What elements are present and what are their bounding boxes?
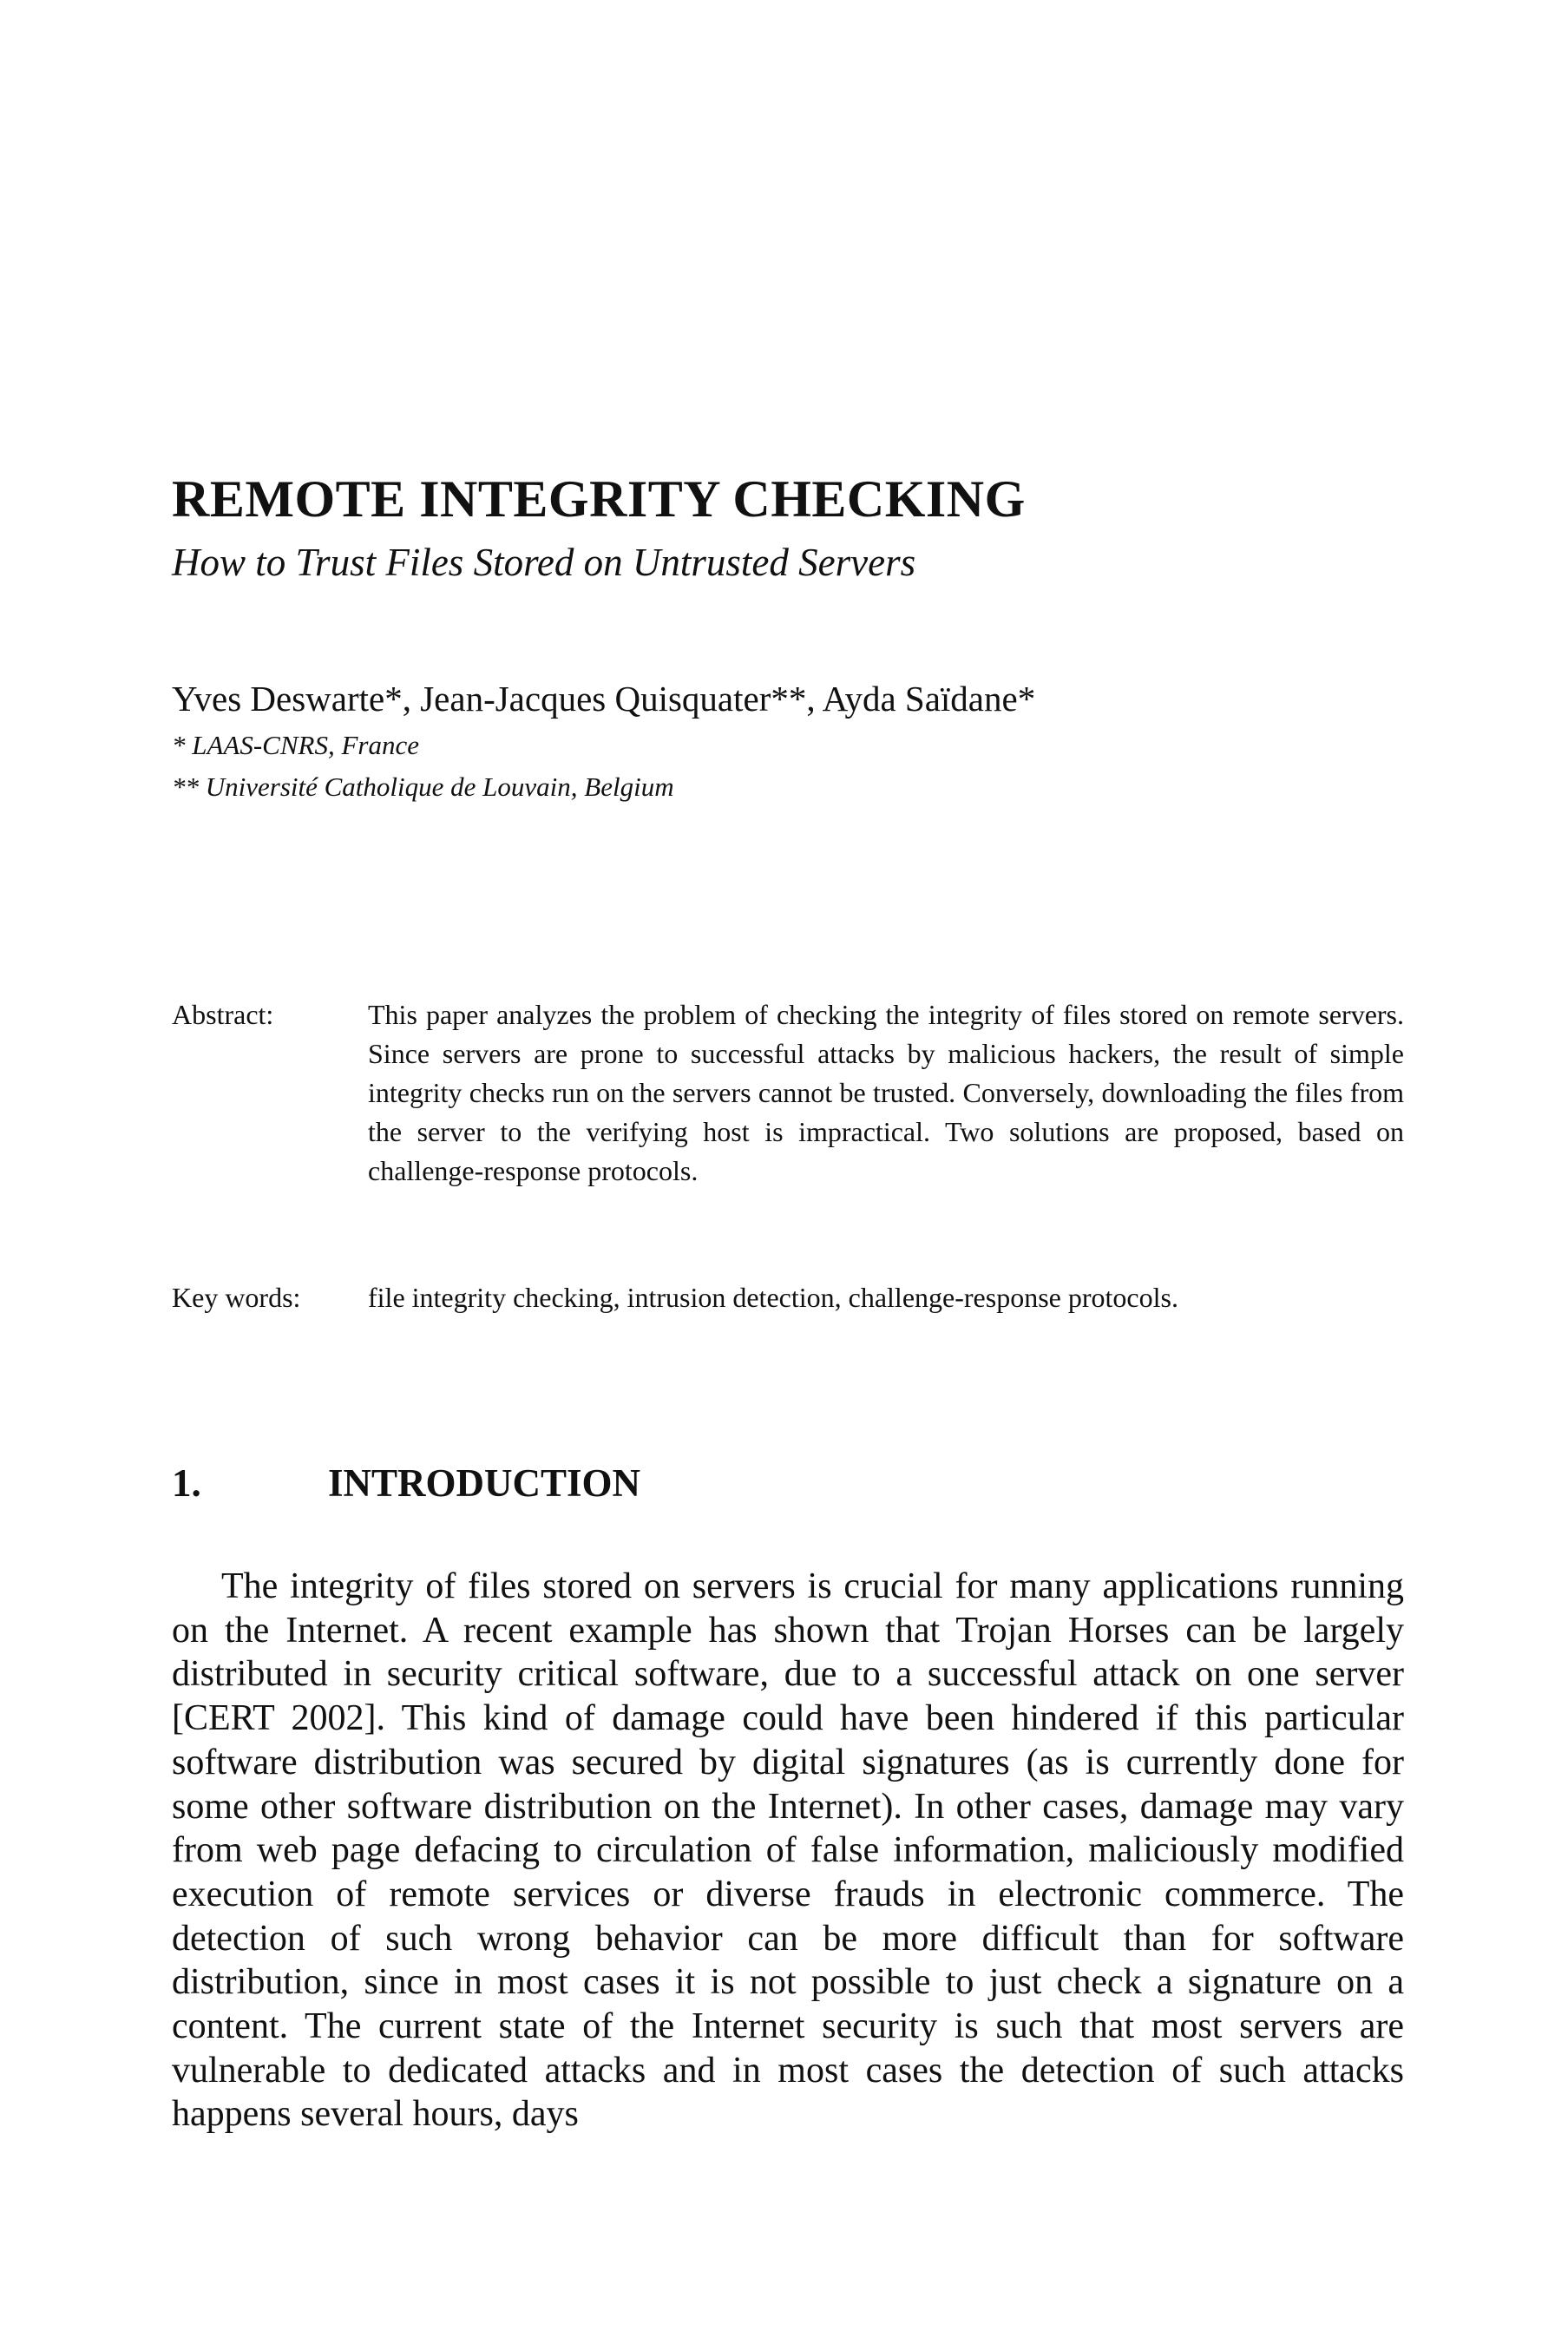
section-heading-introduction (172, 1461, 641, 1505)
section-title: INTRODUCTION (328, 1461, 641, 1505)
affiliation-ucl: ** Université Catholique de Louvain, Belgium (172, 771, 674, 802)
keywords-row (172, 1278, 1178, 1317)
author-list: Yves Deswarte*, Jean-Jacques Quisquater**, Ayda Saïdane* (172, 679, 1036, 719)
abstract-row (172, 995, 1404, 1191)
introduction-paragraph: The integrity of files stored on servers is crucial for many applications running on the Internet. A recent example has shown that Trojan Horses can be largely distributed in security critical software, due to a successful attack on one server [CERT 2002]. This kind of damage could have been hindered if this particular software distribution was secured by digital signatures (as is currently done for some other software distribution on the Internet). In other cases, damage may vary from web page defacing to circulation of false information, maliciously modified execution of remote services or diverse frauds in electronic commerce. The detection of such wrong behavior can be more difficult than for software distribution, since in most cases it is not possible to just check a signature on a content. The current state of the Internet security is such that most servers are vulnerable to dedicated attacks and in most cases the detection of such attacks happens several hours, days (172, 1566, 1404, 2135)
section-number: 1. (172, 1461, 201, 1505)
affiliation-laas: * LAAS-CNRS, France (172, 730, 419, 760)
keywords-text: file integrity checking, intrusion detection, challenge-response protocols. (368, 1282, 1178, 1313)
keywords-label: Key words: (172, 1282, 301, 1313)
abstract-text: This paper analyzes the problem of checking the integrity of files stored on remote servers. Since servers are prone to successful attacks by malicious hackers, the result of simple integrity checks run on the servers cannot be trusted. Conversely, downloading the files from the server to the verifying host is impractical. Two solutions are proposed, based on challenge-response protocols. (368, 999, 1404, 1186)
paper-subtitle: How to Trust Files Stored on Untrusted Servers (172, 541, 916, 584)
paper-title: REMOTE INTEGRITY CHECKING (172, 470, 1026, 528)
abstract-label: Abstract: (172, 999, 274, 1030)
abstract-section (172, 995, 1404, 1191)
